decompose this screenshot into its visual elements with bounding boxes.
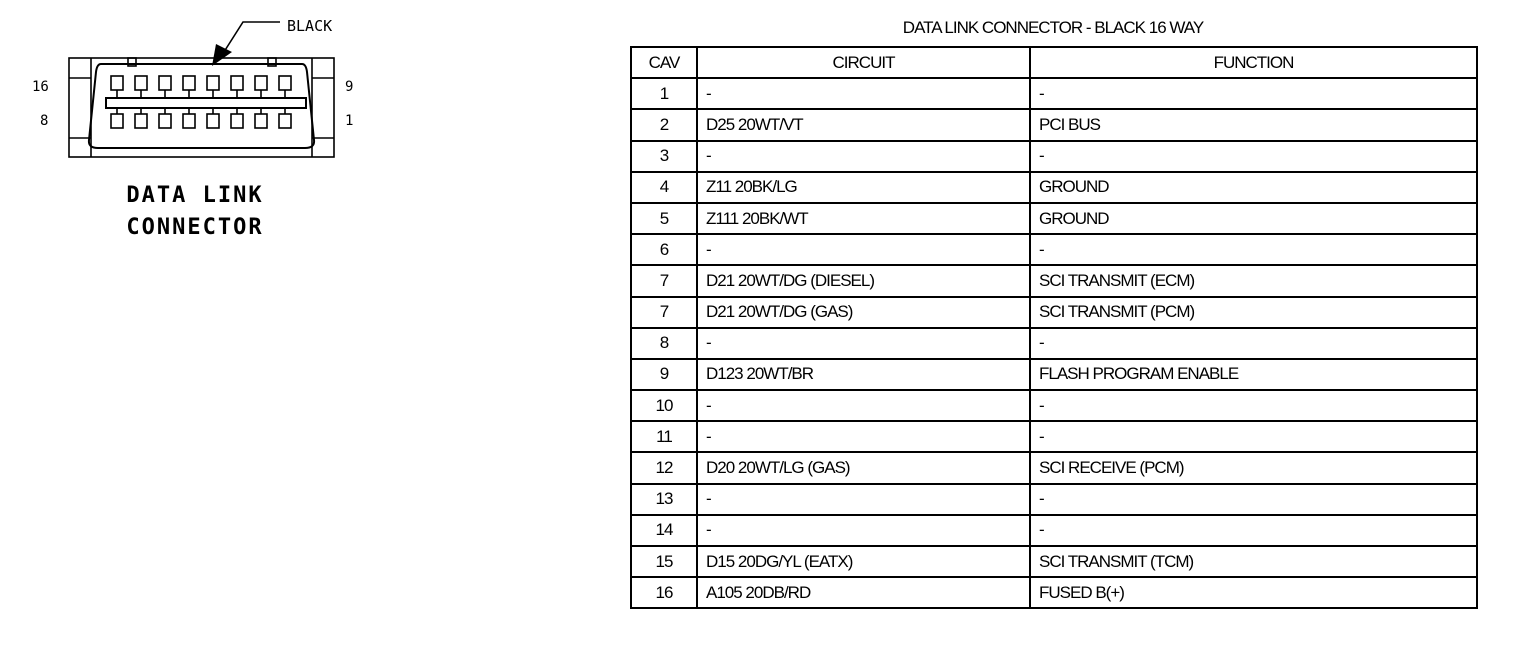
pin-4 [207, 114, 219, 128]
table-row [631, 141, 1477, 172]
cell-cav: 13 [631, 484, 697, 515]
cell-cav: 4 [631, 172, 697, 203]
cell-circuit: - [697, 234, 1030, 265]
pin-9 [279, 76, 291, 90]
pin-row-bottom [111, 114, 291, 128]
table-row [631, 515, 1477, 546]
cell-circuit: D20 20WT/LG (GAS) [697, 452, 1030, 483]
cell-function: GROUND [1030, 172, 1477, 203]
pin-label-9: 9 [345, 79, 354, 95]
table-row [631, 265, 1477, 296]
cell-function: SCI TRANSMIT (ECM) [1030, 265, 1477, 296]
cell-circuit: A105 20DB/RD [697, 577, 1030, 608]
table-row [631, 421, 1477, 452]
table-row [631, 172, 1477, 203]
cell-function: SCI RECEIVE (PCM) [1030, 452, 1477, 483]
connector-title-line2: CONNECTOR [126, 215, 264, 240]
pin-14 [159, 76, 171, 90]
cell-function: - [1030, 390, 1477, 421]
cell-circuit: - [697, 78, 1030, 109]
pin-11 [231, 76, 243, 90]
cell-circuit: D21 20WT/DG (GAS) [697, 297, 1030, 328]
cell-circuit: - [697, 390, 1030, 421]
callout-label: BLACK [287, 17, 333, 35]
cell-function: - [1030, 421, 1477, 452]
table-row [631, 109, 1477, 140]
cell-function: SCI TRANSMIT (PCM) [1030, 297, 1477, 328]
cell-circuit: - [697, 421, 1030, 452]
pin-15 [135, 76, 147, 90]
cell-function: - [1030, 141, 1477, 172]
cell-cav: 7 [631, 265, 697, 296]
pin-13 [183, 76, 195, 90]
pin-row-top [111, 76, 291, 90]
pin-2 [255, 114, 267, 128]
pin-label-16: 16 [32, 79, 49, 95]
callout-arrowhead [212, 44, 232, 66]
cell-cav: 6 [631, 234, 697, 265]
table-row [631, 78, 1477, 109]
pin-5 [183, 114, 195, 128]
cell-circuit: - [697, 141, 1030, 172]
table-row [631, 546, 1477, 577]
pinout-table [630, 46, 1478, 609]
table-row [631, 328, 1477, 359]
cell-cav: 10 [631, 390, 697, 421]
cell-cav: 11 [631, 421, 697, 452]
cell-function: - [1030, 515, 1477, 546]
cell-cav: 1 [631, 78, 697, 109]
table-header-row [631, 47, 1477, 78]
cell-cav: 2 [631, 109, 697, 140]
cell-circuit: D15 20DG/YL (EATX) [697, 546, 1030, 577]
pin-16 [111, 76, 123, 90]
cell-function: - [1030, 78, 1477, 109]
pin-row-top-legs [117, 90, 285, 98]
pin-label-1: 1 [345, 113, 354, 129]
pin-7 [135, 114, 147, 128]
cell-circuit: Z111 20BK/WT [697, 203, 1030, 234]
connector-diagram [0, 0, 600, 260]
cell-cav: 14 [631, 515, 697, 546]
cell-circuit: D25 20WT/VT [697, 109, 1030, 140]
cell-circuit: - [697, 484, 1030, 515]
cell-circuit: - [697, 515, 1030, 546]
cell-circuit: D123 20WT/BR [697, 359, 1030, 390]
table-row [631, 452, 1477, 483]
cell-cav: 16 [631, 577, 697, 608]
header-circuit: CIRCUIT [697, 47, 1030, 78]
header-function: FUNCTION [1030, 47, 1477, 78]
cell-function: - [1030, 328, 1477, 359]
cell-circuit: Z11 20BK/LG [697, 172, 1030, 203]
header-cav: CAV [631, 47, 697, 78]
connector-title [95, 180, 295, 244]
pin-10 [255, 76, 267, 90]
cell-cav: 9 [631, 359, 697, 390]
pin-8 [111, 114, 123, 128]
table-row [631, 577, 1477, 608]
cell-function: PCI BUS [1030, 109, 1477, 140]
pin-6 [159, 114, 171, 128]
cell-cav: 7 [631, 297, 697, 328]
callout-leader [222, 22, 280, 55]
cell-function: SCI TRANSMIT (TCM) [1030, 546, 1477, 577]
pin-1 [279, 114, 291, 128]
pin-3 [231, 114, 243, 128]
table-row [631, 484, 1477, 515]
table-row [631, 203, 1477, 234]
cell-circuit: - [697, 328, 1030, 359]
table-row [631, 390, 1477, 421]
cell-function: FUSED B(+) [1030, 577, 1477, 608]
cell-function: - [1030, 234, 1477, 265]
table-row [631, 234, 1477, 265]
cell-function: FLASH PROGRAM ENABLE [1030, 359, 1477, 390]
connector-housing [69, 58, 334, 157]
connector-title-line1: DATA LINK [126, 183, 264, 208]
pin-label-8: 8 [40, 113, 49, 129]
pin-12 [207, 76, 219, 90]
cell-cav: 15 [631, 546, 697, 577]
table-title: DATA LINK CONNECTOR - BLACK 16 WAY [902, 18, 1204, 37]
cell-cav: 8 [631, 328, 697, 359]
cell-circuit: D21 20WT/DG (DIESEL) [697, 265, 1030, 296]
table-row [631, 359, 1477, 390]
cell-cav: 12 [631, 452, 697, 483]
cell-function: GROUND [1030, 203, 1477, 234]
cell-function: - [1030, 484, 1477, 515]
cell-cav: 3 [631, 141, 697, 172]
table-row [631, 297, 1477, 328]
cell-cav: 5 [631, 203, 697, 234]
